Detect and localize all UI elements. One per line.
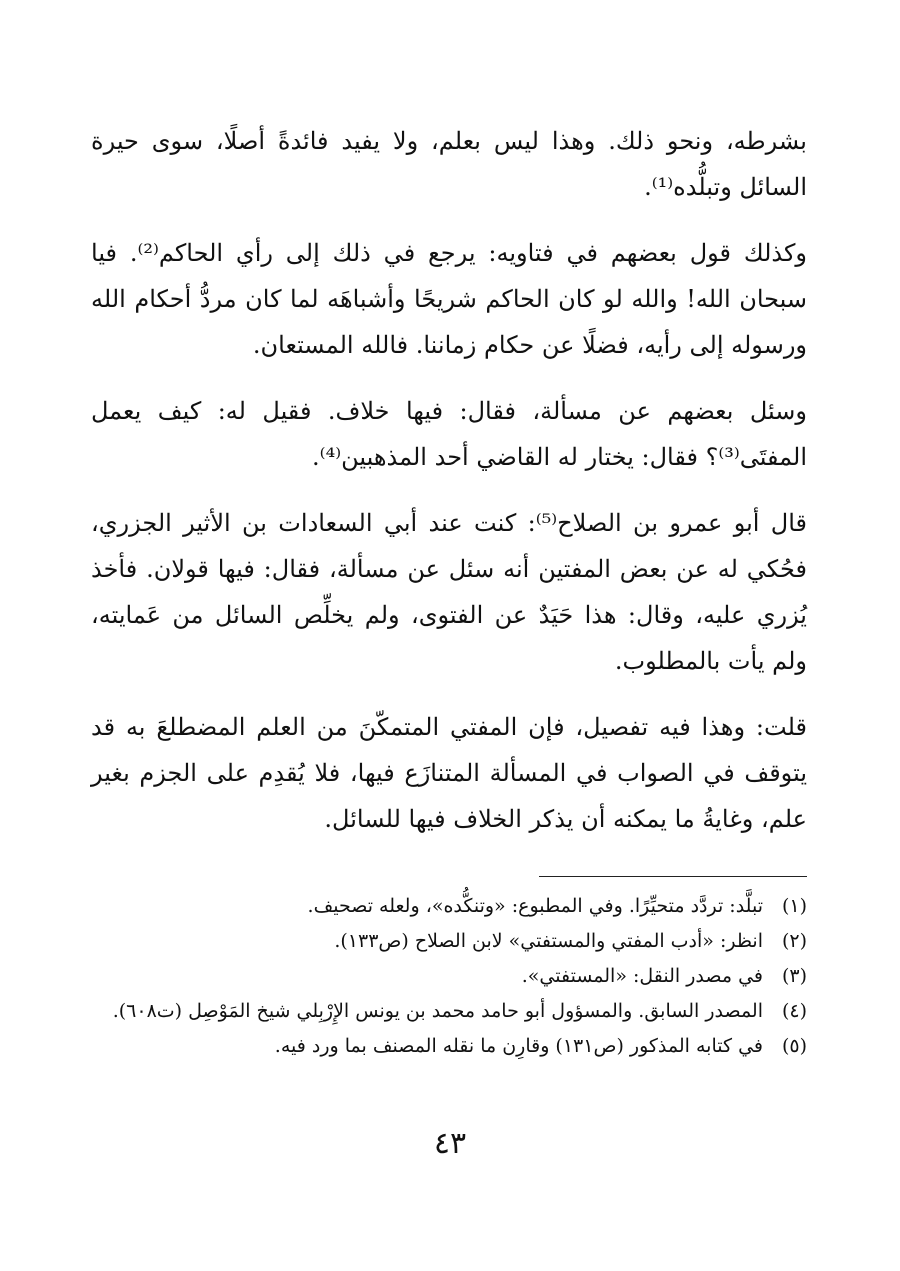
paragraph-1: بشرطه، ونحو ذلك. وهذا ليس بعلم، ولا يفيد فائدةً أصلًا، سوى حيرة السائل وتبلُّده⁽¹⁾. bbox=[91, 127, 807, 201]
footnote-text: المصدر السابق. والمسؤول أبو حامد محمد بن يونس الإِرْبِلي شيخ المَوْصِل (ت٦٠٨). bbox=[112, 1000, 763, 1022]
footnote-text: في كتابه المذكور (ص١٣١) وقارِن ما نقله المصنف بما ورد فيه. bbox=[274, 1035, 763, 1057]
footnote-1 bbox=[91, 890, 807, 922]
footnote-number: (٢) bbox=[781, 930, 807, 952]
page-number: ٤٣ bbox=[433, 1126, 467, 1161]
footnote-number: (٥) bbox=[781, 1035, 807, 1057]
footnote-number: (٣) bbox=[781, 965, 807, 987]
footnote-2 bbox=[91, 925, 807, 957]
main-text bbox=[91, 118, 807, 862]
footnote-5 bbox=[91, 1030, 807, 1062]
footnote-text: في مصدر النقل: «المستفتي». bbox=[521, 965, 763, 987]
paragraph-3: وسئل بعضهم عن مسألة، فقال: فيها خلاف. فقيل له: كيف يعمل المفتَى⁽³⁾؟ فقال: يختار له القاضي أحد المذهبين⁽⁴⁾. bbox=[91, 397, 807, 471]
footnote-3 bbox=[91, 960, 807, 992]
footnote-number: (٤) bbox=[781, 1000, 807, 1022]
footnotes bbox=[91, 890, 807, 1065]
footnote-separator bbox=[539, 876, 807, 877]
footnote-number: (١) bbox=[781, 895, 807, 917]
footnote-text: انظر: «أدب المفتي والمستفتي» لابن الصلاح (ص١٣٣). bbox=[334, 930, 763, 952]
footnote-text: تبلَّد: تردَّد متحيِّرًا. وفي المطبوع: «وتنكُّده»، ولعله تصحيف. bbox=[307, 895, 763, 917]
paragraph-2: وكذلك قول بعضهم في فتاويه: يرجع في ذلك إلى رأي الحاكم⁽²⁾. فيا سبحان الله! والله لو كان الحاكم شريحًا وأشباهَه لما كان مردُّ أحكام الله ورسوله إلى رأيه، فضلًا عن حكام زماننا. فالله المستعان. bbox=[91, 239, 807, 359]
footnote-4 bbox=[91, 995, 807, 1027]
paragraph-4: قال أبو عمرو بن الصلاح⁽⁵⁾: كنت عند أبي السعادات بن الأثير الجزري، فحُكي له عن بعض المفتين أنه سئل عن مسألة، فقال: فيها قولان. فأخذ يُزري عليه، وقال: هذا حَيَدٌ عن الفتوى، ولم يخلِّص السائل من عَمايته، ولم يأت بالمطلوب. bbox=[91, 509, 807, 675]
paragraph-5: قلت: وهذا فيه تفصيل، فإن المفتي المتمكّنَ من العلم المضطلعَ به قد يتوقف في الصواب في المسألة المتنازَع فيها، فلا يُقدِم على الجزم بغير علم، وغايةُ ما يمكنه أن يذكر الخلاف فيها للسائل. bbox=[91, 713, 807, 833]
